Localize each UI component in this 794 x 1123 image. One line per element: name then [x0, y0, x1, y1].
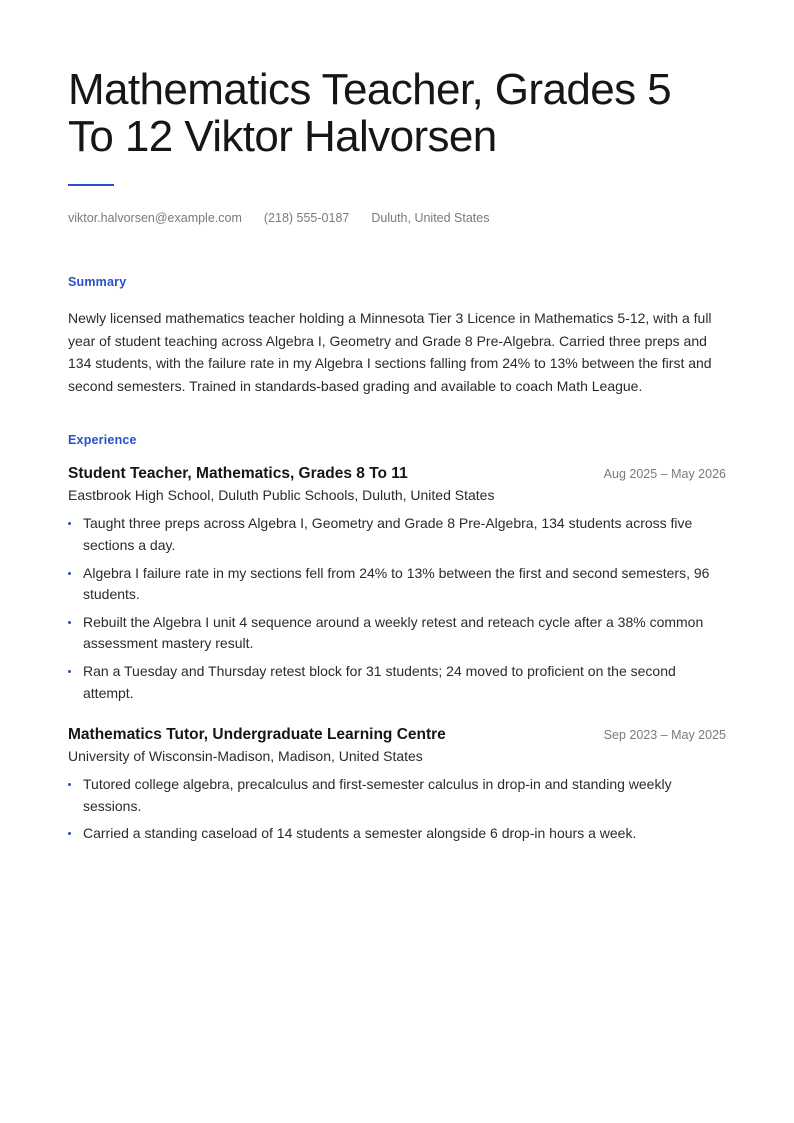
- summary-text: Newly licensed mathematics teacher holding a Minnesota Tier 3 Licence in Mathematics 5-12, with a full year of student teaching across Algebra I, Geometry and Grade 8 Pre-Algebra. Carried three preps and 134 students, with the failure rate in my Algebra I sections falling from 24% to 13% between the first and second semesters. Trained in standards-based grading and available to coach Math League.: [68, 310, 712, 394]
- bullet-dot-icon: [68, 621, 71, 624]
- bullet-text: Algebra I failure rate in my sections fell from 24% to 13% between the first and second semesters, 96 students.: [83, 564, 710, 603]
- bullet-dot-icon: [68, 783, 71, 786]
- bullet-text: Taught three preps across Algebra I, Geometry and Grade 8 Pre-Algebra, 134 students across five sections a day.: [83, 515, 693, 553]
- bullet-text: Tutored college algebra, precalculus and first-semester calculus in drop-in and standing weekly sessions.: [83, 776, 672, 814]
- job-header: [68, 465, 726, 483]
- job-bullets: [68, 774, 726, 845]
- bullet-text: Ran a Tuesday and Thursday retest block for 31 students; 24 moved to proficient on the second attempt.: [83, 662, 676, 701]
- bullet-dot-icon: [68, 832, 71, 835]
- job-organization: University of Wisconsin-Madison, Madison, United States: [68, 748, 423, 765]
- bullet-item: [68, 774, 726, 817]
- bullet-dot-icon: [68, 572, 71, 575]
- contact-phone: (218) 555-0187: [263, 211, 350, 225]
- bullet-text: Rebuilt the Algebra I unit 4 sequence around a weekly retest and reteach cycle after a 38% common assessment mastery result.: [83, 613, 704, 652]
- job-title: Student Teacher, Mathematics, Grades 8 To 11: [68, 465, 408, 483]
- experience-heading: Experience: [68, 433, 137, 448]
- bullet-dot-icon: [68, 670, 71, 673]
- summary-heading: Summary: [68, 275, 127, 289]
- contact-line: [68, 211, 726, 225]
- job-bullets: [68, 513, 726, 704]
- title-accent-rule: [68, 184, 114, 186]
- job-entry: [68, 465, 726, 704]
- bullet-item: [68, 513, 726, 556]
- bullet-item: [68, 563, 726, 606]
- job-header: [68, 726, 726, 744]
- job-dates: Sep 2023 – May 2025: [603, 728, 726, 743]
- bullet-dot-icon: [68, 522, 71, 525]
- job-organization: Eastbrook High School, Duluth Public Schools, Duluth, United States: [68, 487, 495, 504]
- bullet-item: [68, 612, 726, 655]
- job-title: Mathematics Tutor, Undergraduate Learning Centre: [68, 726, 446, 744]
- job-dates: Aug 2025 – May 2026: [603, 467, 726, 482]
- job-entry: [68, 726, 726, 845]
- bullet-item: [68, 823, 726, 845]
- contact-email: viktor.halvorsen@example.com: [68, 211, 242, 225]
- contact-location: Duluth, United States: [371, 211, 490, 225]
- page-title: Mathematics Teacher, Grades 5 To 12 Viktor Halvorsen: [68, 65, 671, 161]
- bullet-item: [68, 661, 726, 704]
- bullet-text: Carried a standing caseload of 14 students a semester alongside 6 drop-in hours a week.: [83, 825, 637, 842]
